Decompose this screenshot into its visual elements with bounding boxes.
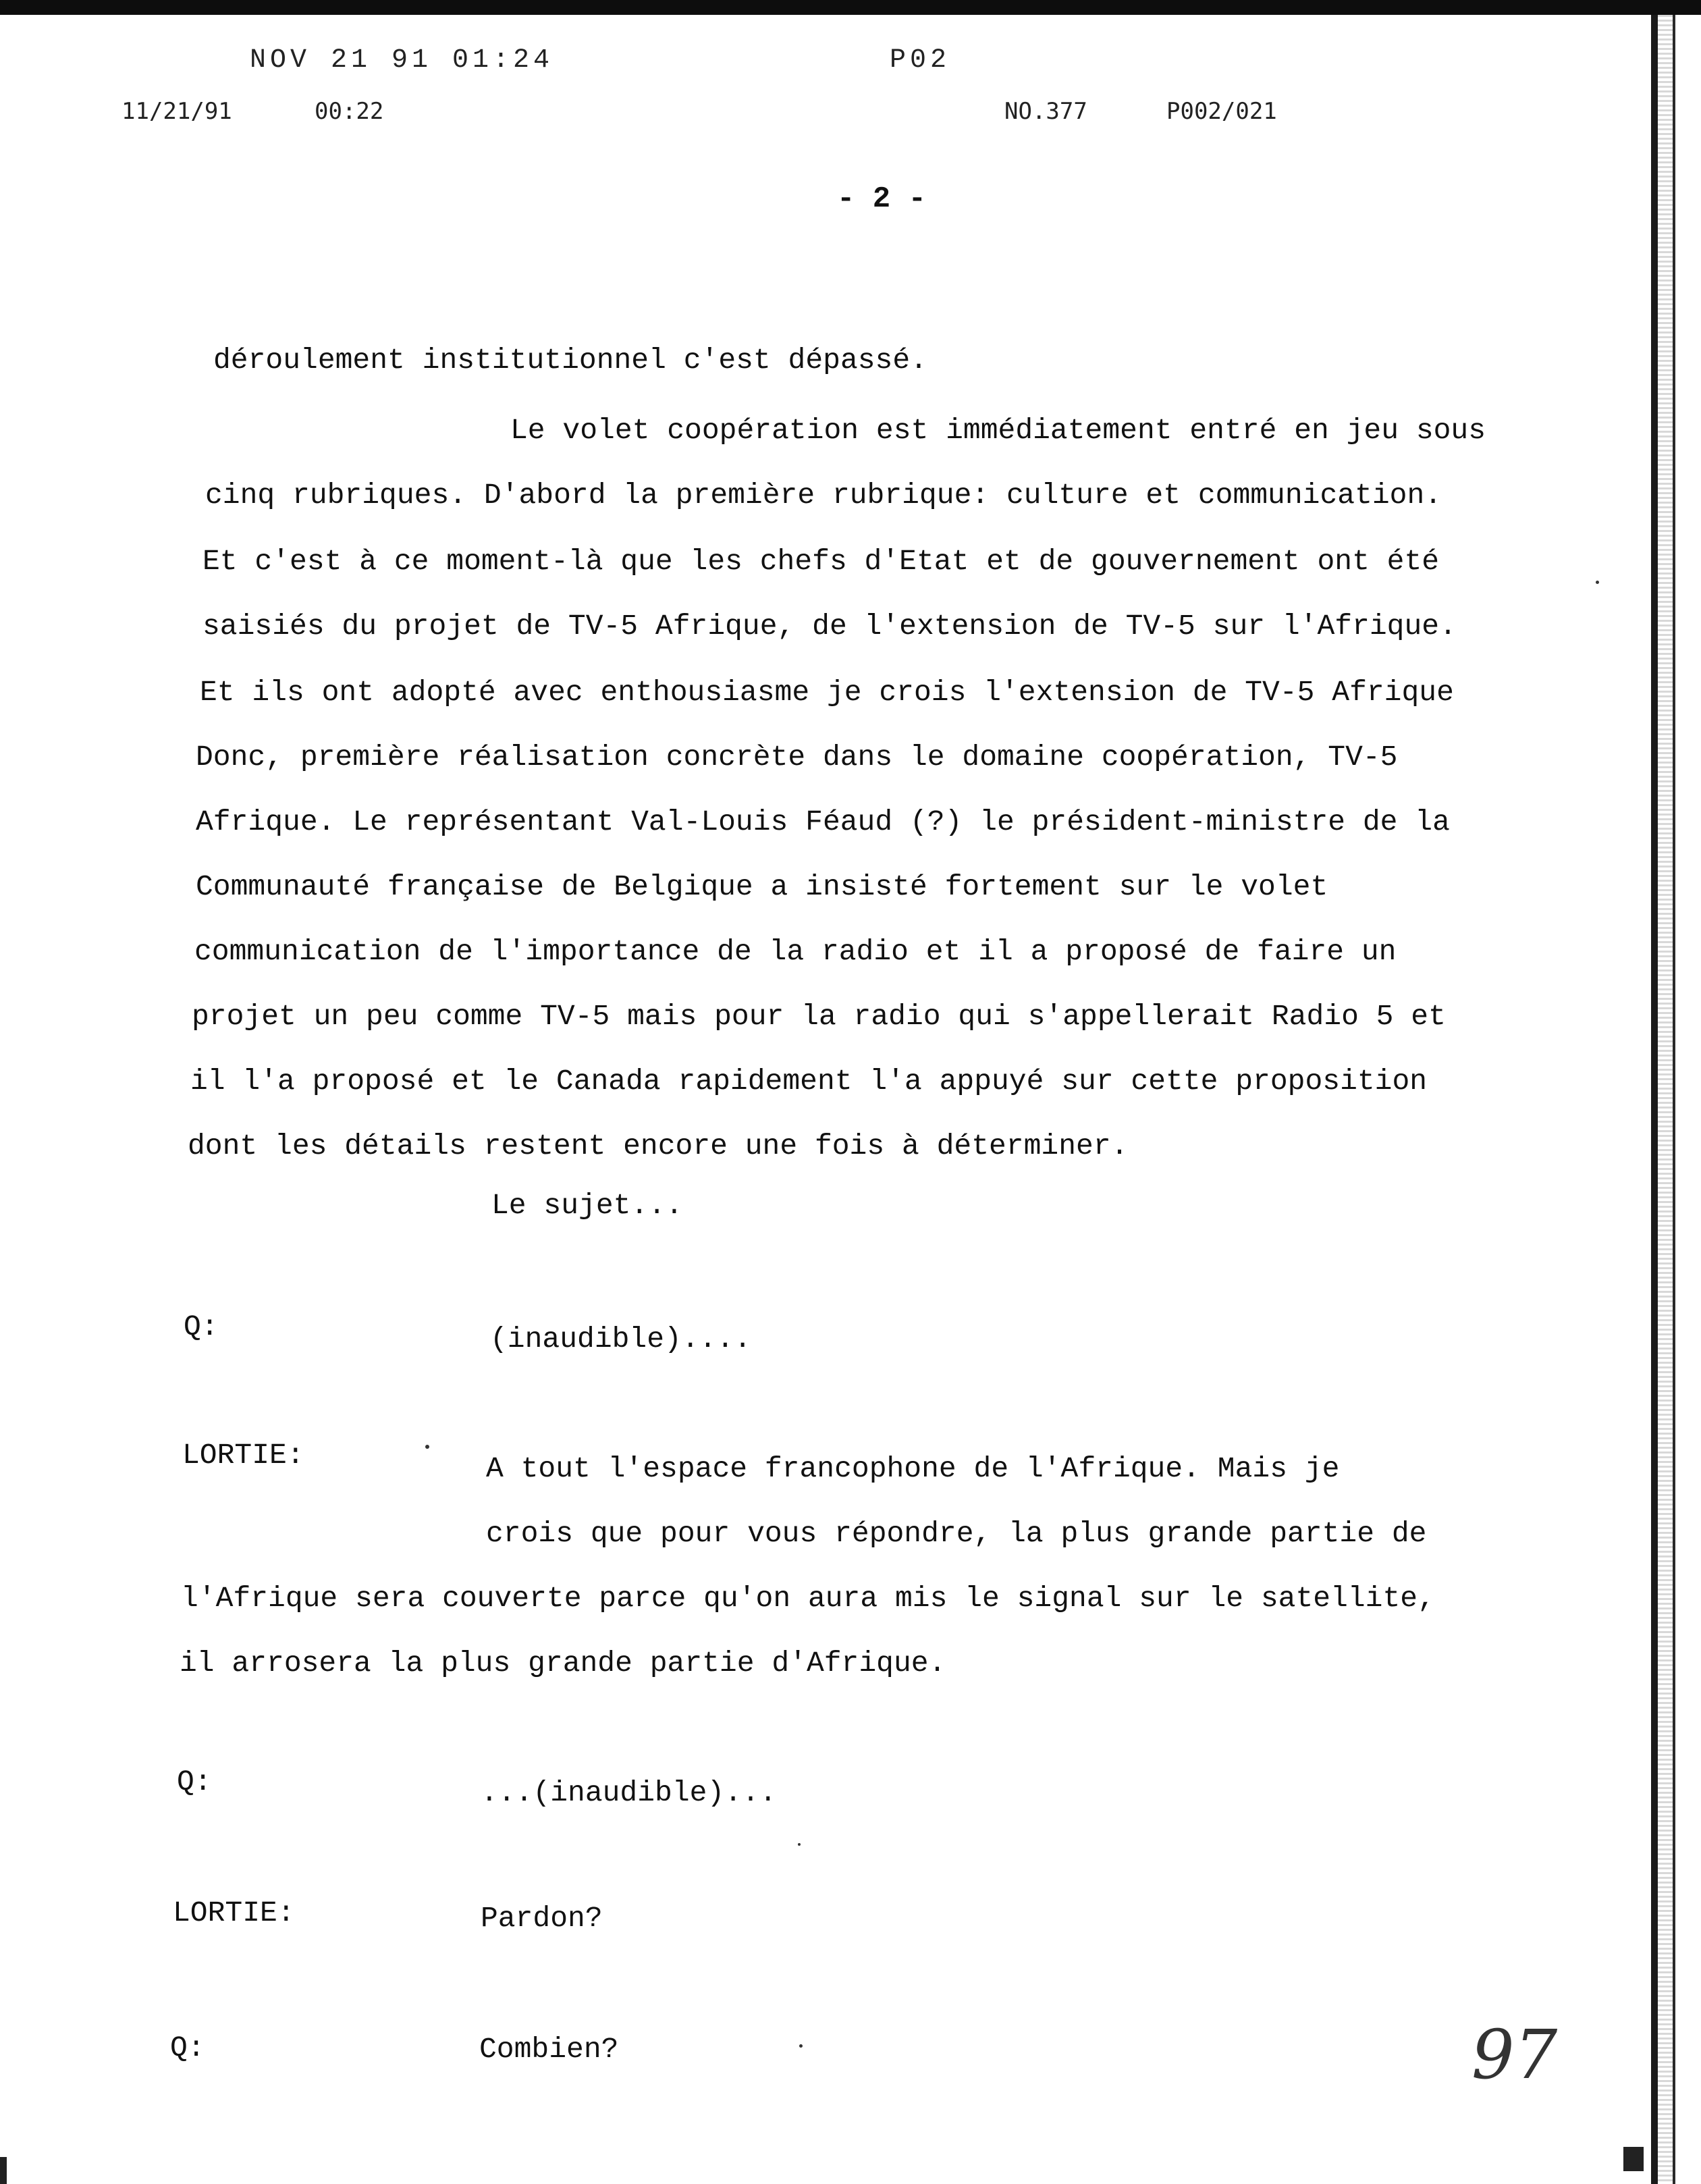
scan-top-edge [0, 0, 1701, 15]
dialogue-text: crois que pour vous répondre, la plus grande partie de [486, 1517, 1427, 1550]
paragraph-line: dont les détails restent encore une fois à déterminer. [188, 1129, 1129, 1163]
paragraph-line: Afrique. Le représentant Val-Louis Féaud (?) le président-ministre de la [196, 805, 1450, 838]
paragraph-line: Communauté française de Belgique a insisté fortement sur le volet [196, 870, 1328, 903]
scan-speck [798, 1843, 801, 1846]
scan-speck [799, 2044, 803, 2048]
scan-speck [1596, 581, 1599, 584]
dialogue-text: (inaudible).... [490, 1323, 752, 1356]
dialogue-text: l'Afrique sera couverte parce qu'on aura mis le signal sur le satellite, [181, 1582, 1435, 1615]
dialogue-text: il arrosera la plus grande partie d'Afrique. [180, 1647, 946, 1680]
paragraph-line: Le sujet... [491, 1189, 683, 1222]
fax-date: 11/21/91 [122, 98, 232, 125]
dialogue-text: Pardon? [481, 1902, 603, 1935]
paragraph-line: Donc, première réalisation concrète dans le domaine coopération, TV-5 [196, 741, 1398, 774]
scan-speck [425, 1445, 429, 1449]
paragraph-line: cinq rubriques. D'abord la première rubrique: culture et communication. [205, 479, 1442, 512]
dialogue-text: Combien? [479, 2033, 619, 2066]
paragraph-line: Et c'est à ce moment-là que les chefs d'Etat et de gouvernement ont été [202, 545, 1440, 578]
scan-right-margin [1675, 15, 1701, 2184]
paragraph-line: il l'a proposé et le Canada rapidement l'a appuyé sur cette proposition [190, 1065, 1428, 1098]
paragraph-line: déroulement institutionnel c'est dépassé. [213, 344, 927, 377]
fax-stamp-right: P02 [890, 45, 951, 76]
fax-stamp-left: NOV 21 91 01:24 [250, 45, 554, 76]
speaker-label: LORTIE: [182, 1439, 304, 1472]
fax-number: NO.377 [1004, 98, 1087, 125]
paragraph-line: Et ils ont adopté avec enthousiasme je crois l'extension de TV-5 Afrique [200, 676, 1454, 709]
dialogue-text: ...(inaudible)... [481, 1776, 777, 1809]
scan-corner-mark [0, 2157, 7, 2184]
dialogue-text: A tout l'espace francophone de l'Afrique. Mais je [486, 1452, 1340, 1485]
speaker-label: LORTIE: [173, 1896, 295, 1929]
paragraph-line: projet un peu comme TV-5 mais pour la radio qui s'appellerait Radio 5 et [192, 1000, 1446, 1033]
page-number: - 2 - [837, 182, 927, 216]
speaker-label: Q: [177, 1765, 212, 1799]
paragraph-line: saisiés du projet de TV-5 Afrique, de l'extension de TV-5 sur l'Afrique. [202, 610, 1457, 643]
speaker-label: Q: [184, 1310, 219, 1343]
fax-time: 00:22 [315, 98, 384, 125]
fax-page-code: P002/021 [1166, 98, 1277, 125]
paragraph-line: Le volet coopération est immédiatement entré en jeu sous [510, 414, 1486, 447]
scan-corner-mark-right [1623, 2147, 1644, 2171]
handwritten-note: 97 [1472, 2015, 1558, 2094]
paragraph-line: communication de l'importance de la radio et il a proposé de faire un [194, 935, 1397, 968]
scan-right-border [1651, 15, 1675, 2184]
speaker-label: Q: [170, 2031, 205, 2065]
